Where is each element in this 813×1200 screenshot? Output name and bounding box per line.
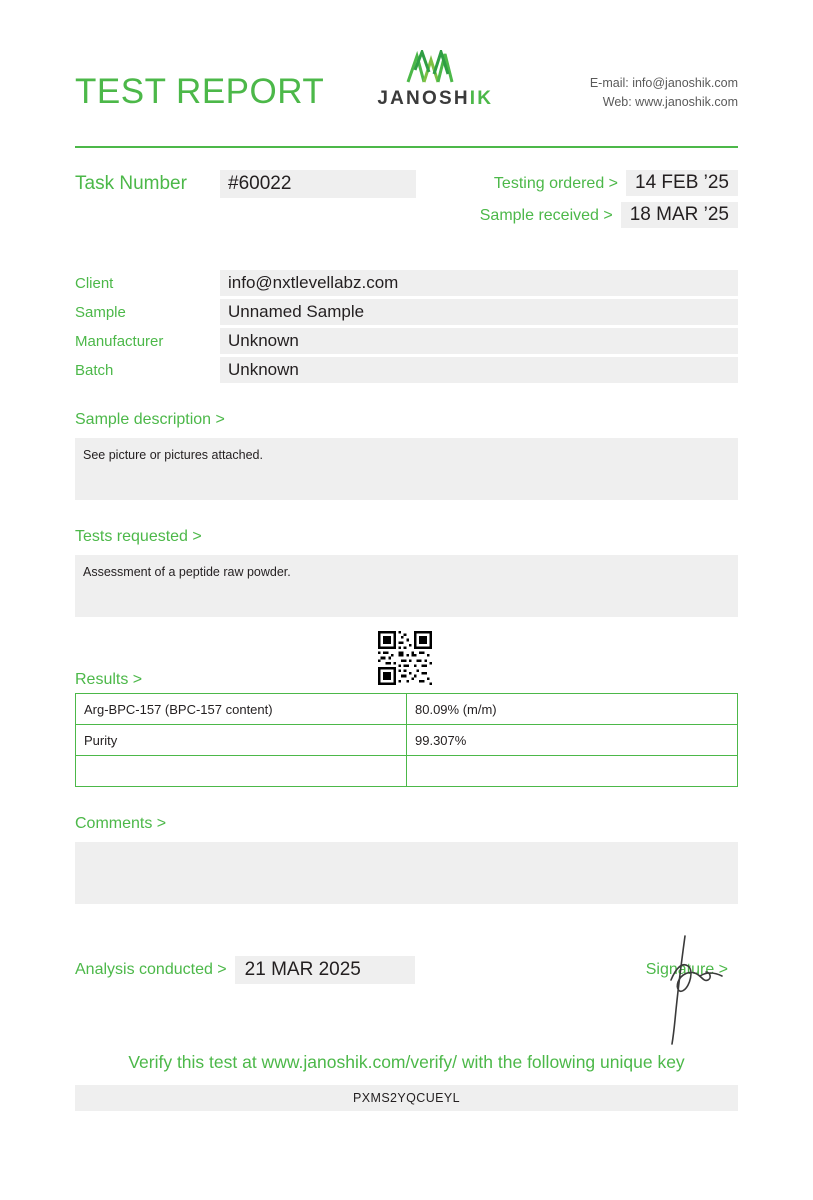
- table-row: [76, 756, 738, 787]
- result-name-0: Arg-BPC-157 (BPC-157 content): [76, 694, 407, 725]
- logo-word-accent: IK: [469, 88, 494, 109]
- contact-info: [590, 74, 738, 112]
- info-row-sample: [75, 299, 738, 325]
- task-row: [75, 170, 738, 234]
- tests-requested-title: Tests requested >: [75, 528, 202, 545]
- result-name-2: [76, 756, 407, 787]
- logo-wordmark: [360, 88, 510, 110]
- unique-key-value: PXMS2YQCUEYL: [75, 1085, 738, 1111]
- info-value-sample: Unnamed Sample: [220, 299, 738, 325]
- logo-word-main: JANOSH: [377, 88, 470, 109]
- info-label-batch: Batch: [75, 362, 114, 379]
- results-table: [75, 693, 738, 787]
- info-table: [75, 270, 738, 383]
- task-number-value: #60022: [220, 170, 416, 198]
- info-row-client: [75, 270, 738, 296]
- signature-image: [638, 928, 728, 1048]
- testing-ordered-row: [480, 170, 738, 196]
- results-header: [75, 643, 738, 689]
- task-number-label: Task Number: [75, 173, 187, 194]
- tests-requested-box: Assessment of a peptide raw powder.: [75, 555, 738, 617]
- info-row-manufacturer: [75, 328, 738, 354]
- contact-email: E-mail: info@janoshik.com: [589, 76, 738, 90]
- results-title: Results >: [75, 671, 143, 688]
- comments-title: Comments >: [75, 815, 167, 832]
- dates-block: [480, 170, 738, 234]
- result-value-2: [407, 756, 738, 787]
- sample-received-row: [480, 202, 738, 228]
- page-title: TEST REPORT: [75, 72, 325, 111]
- comments-box: [75, 842, 738, 904]
- table-row: [76, 725, 738, 756]
- info-label-sample: Sample: [75, 304, 126, 321]
- testing-ordered-label: Testing ordered >: [493, 175, 618, 192]
- table-row: [76, 694, 738, 725]
- contact-web: Web: www.janoshik.com: [602, 94, 738, 109]
- sample-description-box: See picture or pictures attached.: [75, 438, 738, 500]
- result-value-1: 99.307%: [407, 725, 738, 756]
- info-value-batch: Unknown: [220, 357, 738, 383]
- sample-received-value: 18 MAR ’25: [621, 202, 738, 228]
- mountain-logo-icon: [400, 50, 470, 84]
- analysis-conducted-label: Analysis conducted >: [75, 961, 227, 978]
- analysis-conducted-value: 21 MAR 2025: [235, 956, 415, 984]
- qr-code-icon: [378, 631, 432, 685]
- sample-received-label: Sample received >: [479, 207, 613, 224]
- analysis-row: [75, 950, 738, 990]
- info-value-manufacturer: Unknown: [220, 328, 738, 354]
- verify-text: Verify this test at www.janoshik.com/verify/ with the following unique key: [128, 1052, 685, 1072]
- info-label-client: Client: [75, 275, 114, 292]
- info-label-manufacturer: Manufacturer: [75, 333, 164, 350]
- sample-description-title: Sample description >: [75, 411, 225, 428]
- testing-ordered-value: 14 FEB ’25: [626, 170, 738, 196]
- report-header: [75, 0, 738, 124]
- info-row-batch: [75, 357, 738, 383]
- result-name-1: Purity: [76, 725, 407, 756]
- result-value-0: 80.09% (m/m): [407, 694, 738, 725]
- header-divider: [75, 146, 738, 148]
- info-value-client: info@nxtlevellabz.com: [220, 270, 738, 296]
- janoshik-logo: [360, 50, 510, 110]
- signature-label: Signature >: [645, 961, 728, 978]
